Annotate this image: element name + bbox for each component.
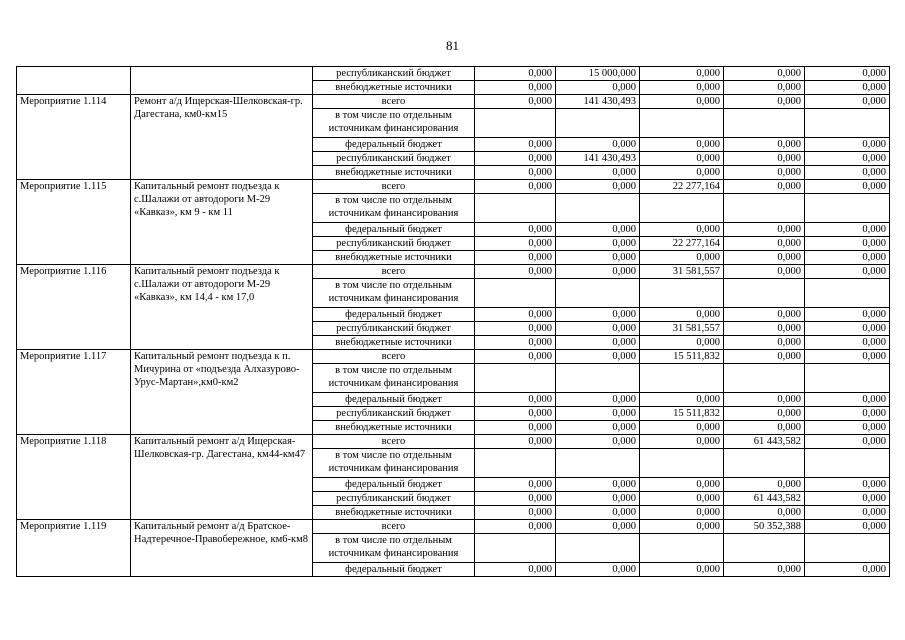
amount-cell [640, 279, 724, 308]
funding-source: внебюджетные источники [313, 166, 475, 180]
funding-source: всего [313, 180, 475, 194]
amount-cell: 0,000 [556, 350, 640, 364]
amount-cell: 0,000 [805, 492, 890, 506]
amount-cell: 0,000 [475, 265, 556, 279]
funding-source: республиканский бюджет [313, 67, 475, 81]
funding-source: внебюджетные источники [313, 421, 475, 435]
amount-cell [640, 364, 724, 393]
amount-cell: 0,000 [475, 506, 556, 520]
amount-cell: 0,000 [640, 166, 724, 180]
amount-cell [556, 109, 640, 138]
amount-cell: 0,000 [556, 421, 640, 435]
amount-cell: 0,000 [475, 336, 556, 350]
amount-cell: 61 443,582 [724, 435, 805, 449]
amount-cell [724, 534, 805, 563]
amount-cell: 0,000 [556, 506, 640, 520]
amount-cell: 0,000 [640, 251, 724, 265]
amount-cell: 0,000 [556, 336, 640, 350]
amount-cell [640, 534, 724, 563]
amount-cell [724, 449, 805, 478]
amount-cell: 0,000 [805, 152, 890, 166]
amount-cell [805, 534, 890, 563]
amount-cell: 0,000 [805, 336, 890, 350]
amount-cell: 0,000 [640, 95, 724, 109]
table-row [17, 435, 890, 449]
amount-cell: 0,000 [640, 492, 724, 506]
amount-cell: 0,000 [640, 421, 724, 435]
funding-source: в том числе по отдельным источникам финансирования [313, 534, 475, 563]
amount-cell: 0,000 [475, 492, 556, 506]
amount-cell: 0,000 [475, 223, 556, 237]
amount-cell: 0,000 [475, 152, 556, 166]
funding-source: всего [313, 435, 475, 449]
amount-cell: 0,000 [805, 308, 890, 322]
amount-cell: 31 581,557 [640, 322, 724, 336]
amount-cell: 0,000 [475, 138, 556, 152]
amount-cell: 0,000 [640, 152, 724, 166]
amount-cell [805, 364, 890, 393]
amount-cell: 0,000 [724, 265, 805, 279]
funding-source: в том числе по отдельным источникам финансирования [313, 194, 475, 223]
measure-title: Капитальный ремонт подъезда к с.Шалажи от автодороги М-29 «Кавказ», км 14,4 - км 17,0 [131, 265, 313, 350]
funding-source: федеральный бюджет [313, 563, 475, 577]
amount-cell: 0,000 [475, 251, 556, 265]
amount-cell: 0,000 [724, 138, 805, 152]
amount-cell: 0,000 [724, 308, 805, 322]
amount-cell: 0,000 [475, 563, 556, 577]
amount-cell: 0,000 [724, 506, 805, 520]
amount-cell: 0,000 [475, 166, 556, 180]
amount-cell: 31 581,557 [640, 265, 724, 279]
funding-source: федеральный бюджет [313, 393, 475, 407]
amount-cell: 0,000 [724, 563, 805, 577]
amount-cell: 0,000 [556, 251, 640, 265]
amount-cell: 0,000 [805, 478, 890, 492]
funding-source: республиканский бюджет [313, 407, 475, 421]
budget-table-body [17, 67, 890, 577]
amount-cell: 0,000 [475, 180, 556, 194]
amount-cell: 0,000 [805, 563, 890, 577]
amount-cell: 0,000 [805, 180, 890, 194]
amount-cell: 0,000 [640, 563, 724, 577]
measure-title: Капитальный ремонт подъезда к п. Мичурина от «подъезда Алхазурово-Урус-Мартан»,км0-км2 [131, 350, 313, 435]
amount-cell: 0,000 [640, 336, 724, 350]
amount-cell: 0,000 [475, 81, 556, 95]
amount-cell [805, 194, 890, 223]
funding-source: федеральный бюджет [313, 478, 475, 492]
amount-cell: 0,000 [556, 180, 640, 194]
amount-cell: 0,000 [805, 237, 890, 251]
amount-cell: 0,000 [724, 237, 805, 251]
table-row [17, 520, 890, 534]
amount-cell: 0,000 [640, 393, 724, 407]
funding-source: федеральный бюджет [313, 308, 475, 322]
amount-cell: 0,000 [724, 350, 805, 364]
amount-cell [475, 279, 556, 308]
amount-cell: 0,000 [805, 322, 890, 336]
amount-cell: 0,000 [475, 308, 556, 322]
amount-cell: 0,000 [724, 421, 805, 435]
amount-cell: 0,000 [640, 223, 724, 237]
amount-cell: 0,000 [475, 237, 556, 251]
amount-cell [475, 534, 556, 563]
amount-cell: 0,000 [805, 435, 890, 449]
amount-cell: 0,000 [805, 407, 890, 421]
amount-cell [475, 364, 556, 393]
amount-cell: 0,000 [475, 95, 556, 109]
funding-source: республиканский бюджет [313, 492, 475, 506]
amount-cell [724, 364, 805, 393]
measure-title: Ремонт а/д Ищерская-Шелковская-гр. Дагестана, км0-км15 [131, 95, 313, 180]
amount-cell: 15 000,000 [556, 67, 640, 81]
amount-cell: 0,000 [556, 322, 640, 336]
amount-cell: 61 443,582 [724, 492, 805, 506]
amount-cell: 0,000 [724, 152, 805, 166]
amount-cell: 0,000 [556, 308, 640, 322]
amount-cell: 0,000 [640, 435, 724, 449]
amount-cell: 0,000 [556, 138, 640, 152]
amount-cell [475, 449, 556, 478]
measure-name: Мероприятие 1.114 [17, 95, 131, 180]
amount-cell: 0,000 [475, 67, 556, 81]
amount-cell: 0,000 [805, 393, 890, 407]
amount-cell: 0,000 [724, 478, 805, 492]
amount-cell: 0,000 [805, 265, 890, 279]
amount-cell [556, 449, 640, 478]
table-row [17, 180, 890, 194]
amount-cell: 0,000 [556, 520, 640, 534]
amount-cell: 0,000 [724, 322, 805, 336]
measure-name: Мероприятие 1.115 [17, 180, 131, 265]
amount-cell: 0,000 [640, 478, 724, 492]
measure-name: Мероприятие 1.119 [17, 520, 131, 577]
funding-source: всего [313, 95, 475, 109]
amount-cell: 0,000 [640, 308, 724, 322]
amount-cell: 0,000 [475, 322, 556, 336]
funding-source: внебюджетные источники [313, 336, 475, 350]
amount-cell: 0,000 [556, 478, 640, 492]
funding-source: в том числе по отдельным источникам финансирования [313, 279, 475, 308]
amount-cell: 0,000 [556, 393, 640, 407]
funding-source: республиканский бюджет [313, 322, 475, 336]
amount-cell: 0,000 [724, 180, 805, 194]
amount-cell: 0,000 [724, 166, 805, 180]
amount-cell [556, 364, 640, 393]
amount-cell: 0,000 [556, 223, 640, 237]
amount-cell: 0,000 [475, 478, 556, 492]
funding-source: внебюджетные источники [313, 81, 475, 95]
amount-cell: 0,000 [724, 407, 805, 421]
funding-source: внебюджетные источники [313, 506, 475, 520]
funding-source: в том числе по отдельным источникам финансирования [313, 109, 475, 138]
page-number: 81 [446, 38, 459, 53]
amount-cell: 0,000 [640, 67, 724, 81]
amount-cell: 0,000 [805, 95, 890, 109]
amount-cell: 0,000 [640, 520, 724, 534]
amount-cell: 0,000 [556, 563, 640, 577]
funding-source: республиканский бюджет [313, 237, 475, 251]
amount-cell: 0,000 [805, 67, 890, 81]
measure-name: Мероприятие 1.117 [17, 350, 131, 435]
amount-cell: 0,000 [805, 350, 890, 364]
amount-cell: 0,000 [640, 506, 724, 520]
amount-cell: 0,000 [475, 520, 556, 534]
amount-cell [640, 449, 724, 478]
amount-cell: 0,000 [475, 393, 556, 407]
amount-cell: 15 511,832 [640, 350, 724, 364]
amount-cell: 0,000 [724, 95, 805, 109]
amount-cell [805, 109, 890, 138]
measure-title [131, 67, 313, 95]
amount-cell [475, 109, 556, 138]
amount-cell [556, 534, 640, 563]
amount-cell: 0,000 [640, 81, 724, 95]
amount-cell: 0,000 [805, 506, 890, 520]
amount-cell: 0,000 [475, 407, 556, 421]
amount-cell: 0,000 [805, 166, 890, 180]
amount-cell [556, 279, 640, 308]
measure-name [17, 67, 131, 95]
amount-cell [475, 194, 556, 223]
amount-cell: 22 277,164 [640, 180, 724, 194]
amount-cell: 0,000 [724, 81, 805, 95]
funding-source: федеральный бюджет [313, 223, 475, 237]
amount-cell: 0,000 [805, 138, 890, 152]
measure-name: Мероприятие 1.118 [17, 435, 131, 520]
measure-title: Капитальный ремонт а/д Ищерская-Шелковская-гр. Дагестана, км44-км47 [131, 435, 313, 520]
amount-cell: 0,000 [475, 435, 556, 449]
table-row [17, 67, 890, 81]
amount-cell: 0,000 [724, 67, 805, 81]
measure-title: Капитальный ремонт подъезда к с.Шалажи от автодороги М-29 «Кавказ», км 9 - км 11 [131, 180, 313, 265]
amount-cell: 0,000 [805, 251, 890, 265]
amount-cell: 0,000 [475, 350, 556, 364]
budget-table [16, 66, 890, 577]
amount-cell: 0,000 [724, 393, 805, 407]
amount-cell: 0,000 [724, 251, 805, 265]
amount-cell: 50 352,388 [724, 520, 805, 534]
amount-cell: 22 277,164 [640, 237, 724, 251]
amount-cell: 0,000 [805, 81, 890, 95]
amount-cell: 0,000 [805, 520, 890, 534]
measure-name: Мероприятие 1.116 [17, 265, 131, 350]
amount-cell: 0,000 [805, 223, 890, 237]
amount-cell: 0,000 [475, 421, 556, 435]
amount-cell: 0,000 [640, 138, 724, 152]
amount-cell: 0,000 [805, 421, 890, 435]
amount-cell: 0,000 [556, 435, 640, 449]
amount-cell [556, 194, 640, 223]
funding-source: внебюджетные источники [313, 251, 475, 265]
amount-cell: 0,000 [724, 336, 805, 350]
amount-cell [724, 109, 805, 138]
amount-cell: 0,000 [556, 237, 640, 251]
amount-cell: 141 430,493 [556, 95, 640, 109]
amount-cell [640, 194, 724, 223]
funding-source: всего [313, 265, 475, 279]
amount-cell [724, 194, 805, 223]
table-row [17, 350, 890, 364]
funding-source: в том числе по отдельным источникам финансирования [313, 364, 475, 393]
amount-cell: 141 430,493 [556, 152, 640, 166]
funding-source: федеральный бюджет [313, 138, 475, 152]
funding-source: всего [313, 350, 475, 364]
amount-cell [805, 279, 890, 308]
funding-source: в том числе по отдельным источникам финансирования [313, 449, 475, 478]
funding-source: всего [313, 520, 475, 534]
measure-title: Капитальный ремонт а/д Братское-Надтеречное-Правобережное, км6-км8 [131, 520, 313, 577]
amount-cell: 0,000 [556, 81, 640, 95]
table-row [17, 95, 890, 109]
table-row [17, 265, 890, 279]
amount-cell: 15 511,832 [640, 407, 724, 421]
amount-cell [805, 449, 890, 478]
amount-cell [724, 279, 805, 308]
amount-cell: 0,000 [556, 407, 640, 421]
funding-source: республиканский бюджет [313, 152, 475, 166]
amount-cell [640, 109, 724, 138]
amount-cell: 0,000 [556, 492, 640, 506]
amount-cell: 0,000 [556, 265, 640, 279]
amount-cell: 0,000 [724, 223, 805, 237]
amount-cell: 0,000 [556, 166, 640, 180]
